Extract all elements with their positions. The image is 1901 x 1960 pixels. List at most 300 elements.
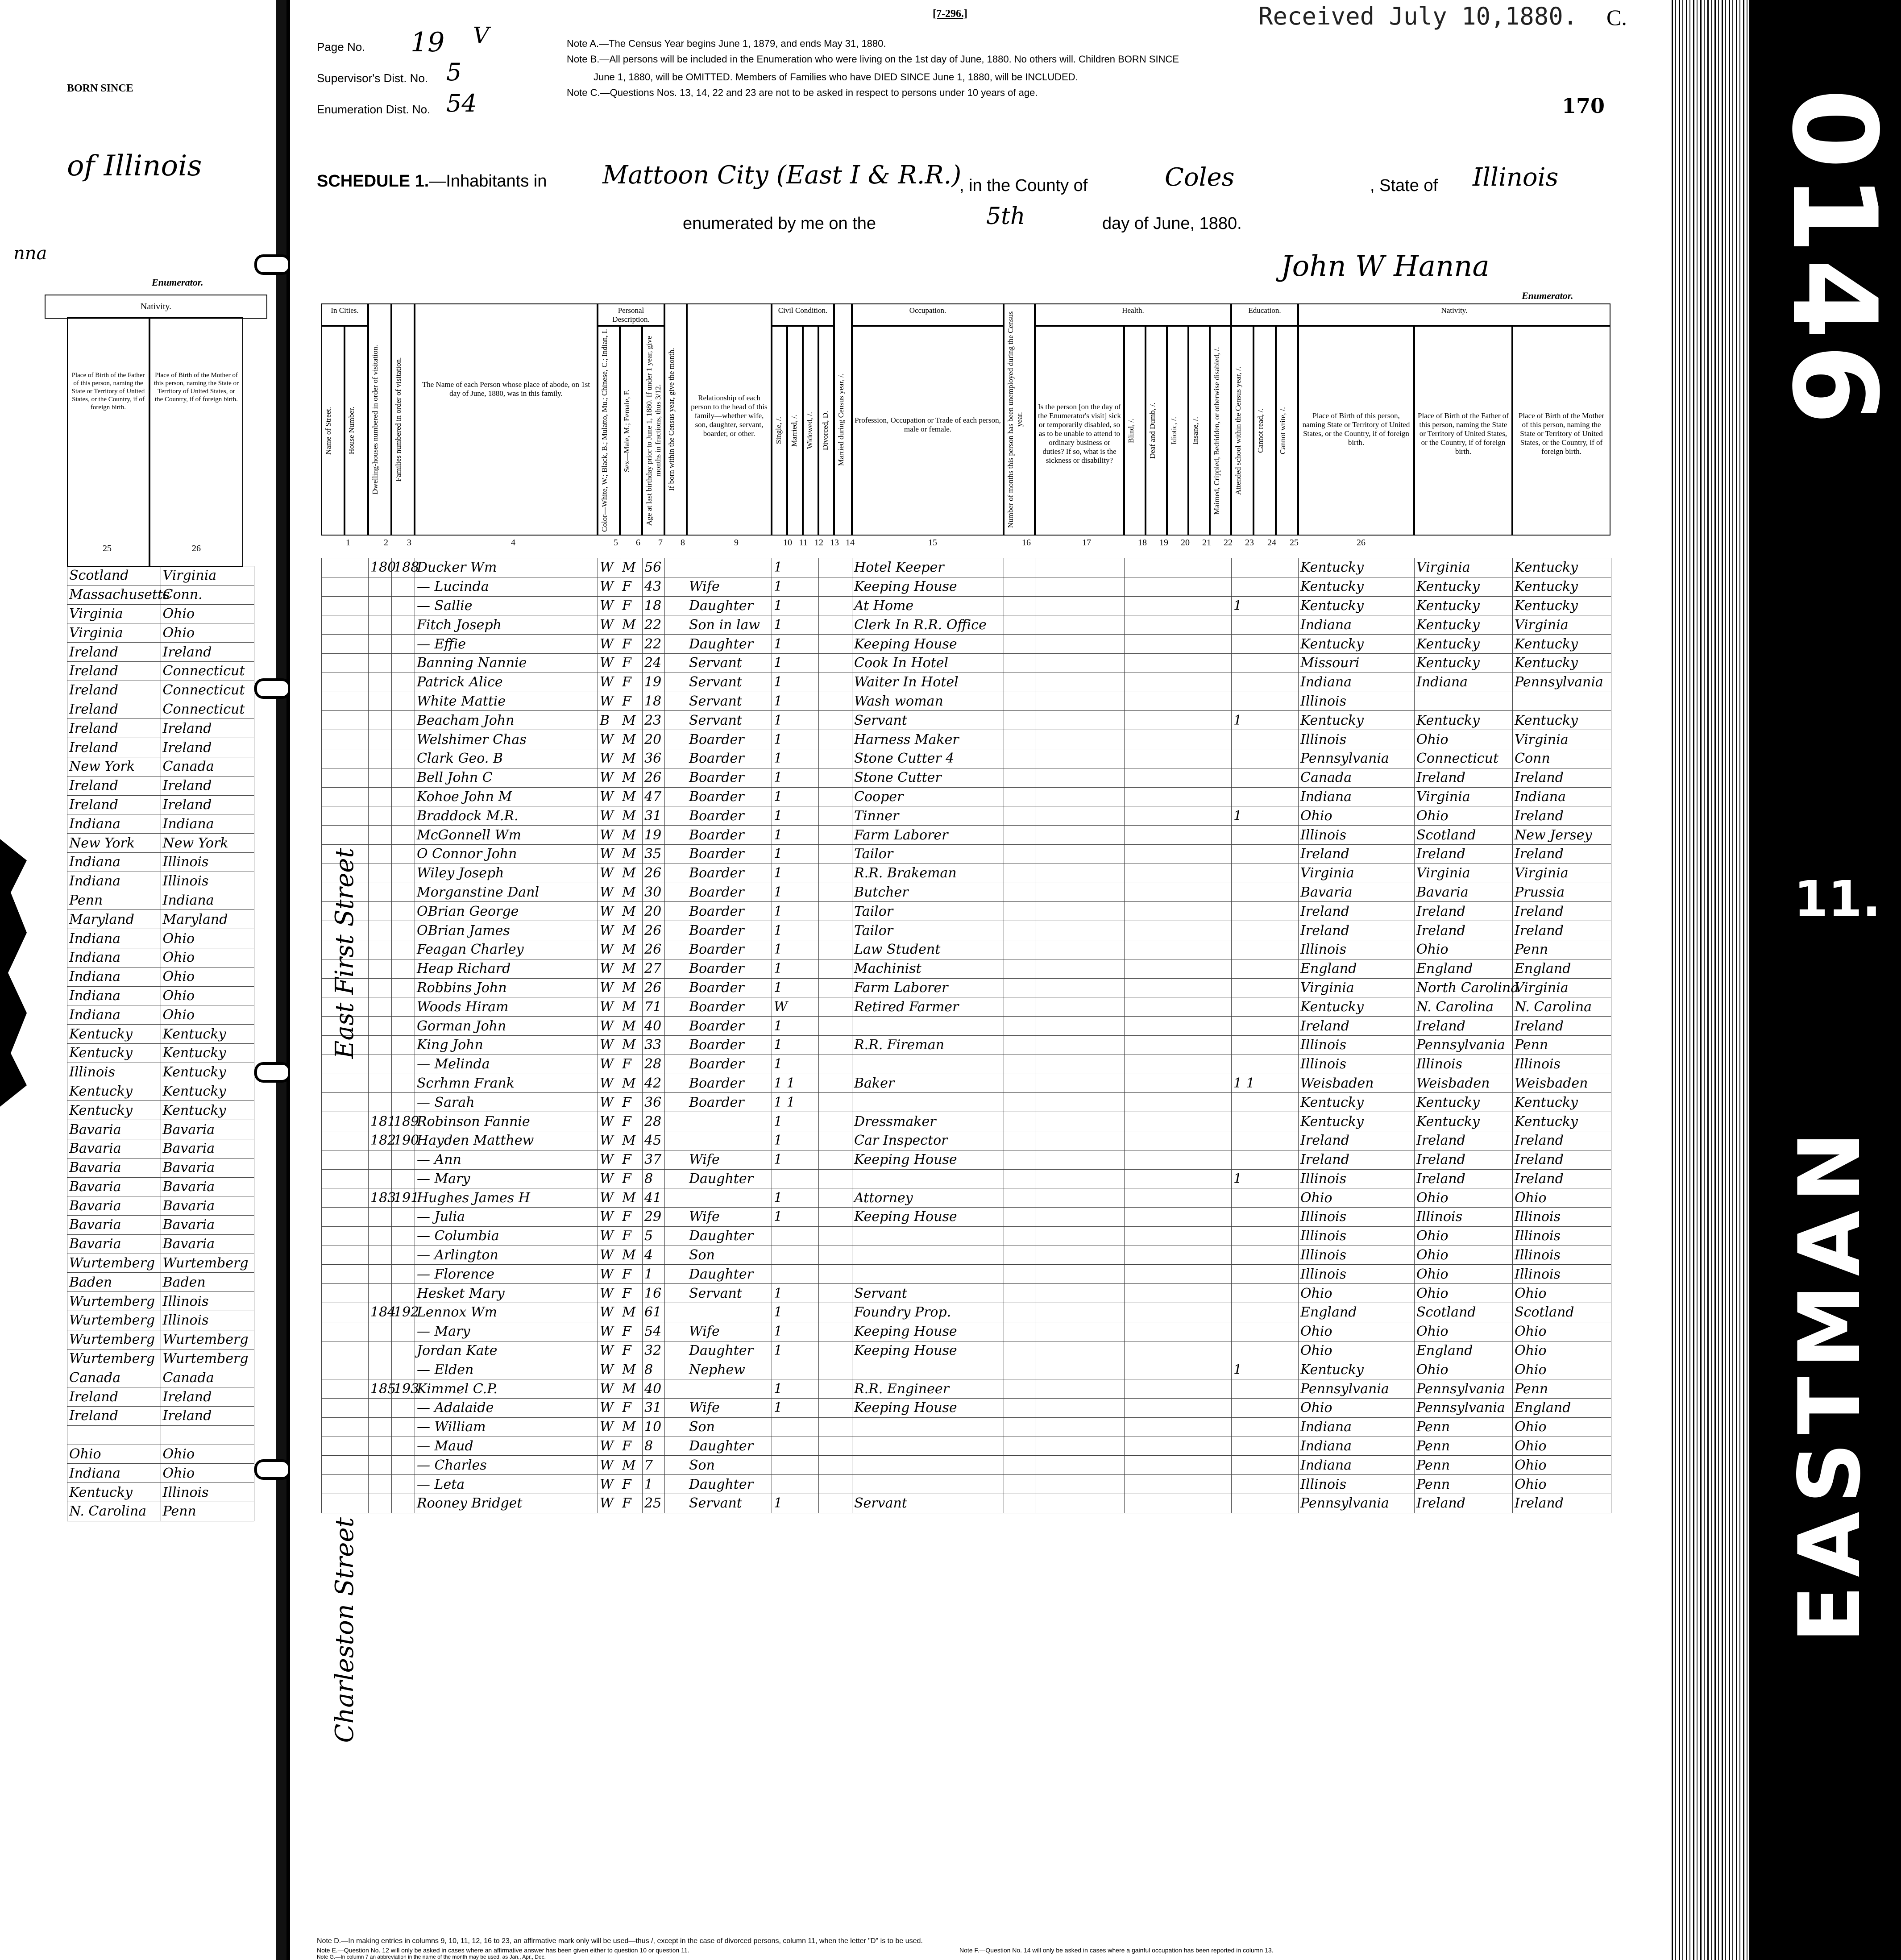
color: W	[598, 1341, 620, 1360]
left-mother-birthplace: Wurtemberg	[161, 1349, 254, 1368]
married-census-year	[819, 1322, 852, 1341]
left-father-birthplace: Ireland	[67, 738, 161, 757]
column-number: 24	[1267, 538, 1276, 548]
left-mother-birthplace: Bavaria	[161, 1139, 254, 1158]
age: 20	[643, 730, 665, 749]
father-birthplace: Kentucky	[1415, 596, 1513, 615]
sex: F	[620, 1169, 643, 1188]
left-nativity-header: Nativity.	[45, 295, 267, 319]
color: W	[598, 653, 620, 673]
occupation: Servant	[852, 711, 1004, 730]
sickness	[1035, 902, 1125, 921]
street-cell	[322, 673, 369, 692]
left-mother-birthplace: Kentucky	[161, 1043, 254, 1063]
birthplace: Indiana	[1299, 1437, 1415, 1456]
birth-month	[665, 1150, 687, 1169]
family-number	[392, 921, 415, 940]
person-name: Feagan Charley	[415, 940, 598, 959]
relationship: Servant	[687, 711, 772, 730]
married-census-year	[819, 1074, 852, 1093]
married-census-year	[819, 615, 852, 635]
street-cell	[322, 1112, 369, 1131]
family-number	[392, 1093, 415, 1112]
person-name: OBrian James	[415, 921, 598, 940]
person-name: OBrian George	[415, 902, 598, 921]
disability-marks	[1125, 921, 1232, 940]
color: W	[598, 615, 620, 635]
form-code: [7-296.]	[933, 8, 967, 20]
relationship: Boarder	[687, 1074, 772, 1093]
sickness	[1035, 826, 1125, 845]
disability-marks	[1125, 1246, 1232, 1265]
birth-month	[665, 1188, 687, 1208]
birthplace: Ohio	[1299, 1188, 1415, 1208]
disability-marks	[1125, 1017, 1232, 1036]
disability-marks	[1125, 806, 1232, 826]
relationship: Wife	[687, 577, 772, 596]
relationship: Boarder	[687, 768, 772, 787]
table-row	[322, 1035, 1611, 1055]
left-mother-birthplace: Ireland	[161, 738, 254, 757]
age: 41	[643, 1188, 665, 1208]
left-row	[67, 1063, 254, 1082]
mother-birthplace-header: Place of Birth of the Mother of this person, naming the State or Territory of United States, or the Country, if of foreign birth.	[1512, 326, 1610, 536]
street-cell	[322, 1379, 369, 1399]
sex: M	[620, 864, 643, 883]
person-name: Heap Richard	[415, 959, 598, 978]
left-father-birthplace: Ireland	[67, 776, 161, 795]
months-unemployed	[1004, 1379, 1035, 1399]
disability-marks	[1125, 883, 1232, 902]
occupation	[852, 1055, 1004, 1074]
occupation	[852, 1456, 1004, 1475]
education-marks	[1232, 635, 1299, 654]
column-number: 13	[830, 538, 839, 548]
birthplace: Ireland	[1299, 1150, 1415, 1169]
dwelling-number: 185	[369, 1379, 392, 1399]
dwelling-number	[369, 1341, 392, 1360]
birthplace: Indiana	[1299, 1456, 1415, 1475]
column-number: 10	[783, 538, 792, 548]
civil-condition	[772, 1169, 819, 1188]
street-cell	[322, 1494, 369, 1513]
education-marks	[1232, 1379, 1299, 1399]
mother-birthplace: Kentucky	[1513, 577, 1611, 596]
occupation: Keeping House	[852, 1322, 1004, 1341]
left-row	[67, 585, 254, 604]
street-cell	[322, 1188, 369, 1208]
relationship: Boarder	[687, 1017, 772, 1036]
married-census-year	[819, 1208, 852, 1227]
left-father-birthplace: New York	[67, 834, 161, 853]
left-father-birthplace: Virginia	[67, 623, 161, 643]
age: 31	[643, 1399, 665, 1418]
sickness	[1035, 558, 1125, 577]
married-census-year	[819, 768, 852, 787]
dwelling-number	[369, 673, 392, 692]
birth-month	[665, 673, 687, 692]
left-row	[67, 1445, 254, 1464]
color: B	[598, 711, 620, 730]
dwelling-number	[369, 921, 392, 940]
table-row	[322, 1417, 1611, 1437]
relationship	[687, 1379, 772, 1399]
person-name: Bell John C	[415, 768, 598, 787]
family-number: 191	[392, 1188, 415, 1208]
civil-condition: 1	[772, 673, 819, 692]
left-row	[67, 1483, 254, 1502]
birthplace: Indiana	[1299, 673, 1415, 692]
table-row	[322, 826, 1611, 845]
family-number	[392, 653, 415, 673]
attended-school-header: Attended school within the Census year, /.	[1231, 326, 1253, 536]
married-header: Married, /.	[787, 326, 803, 536]
left-row	[67, 1025, 254, 1044]
person-name: — Florence	[415, 1265, 598, 1284]
dwelling-number	[369, 1284, 392, 1303]
mother-birthplace: Virginia	[1513, 978, 1611, 997]
left-mother-birthplace: Connecticut	[161, 700, 254, 719]
person-name: Banning Nannie	[415, 653, 598, 673]
street-cell	[322, 1456, 369, 1475]
birth-month	[665, 1246, 687, 1265]
occupation: Cook In Hotel	[852, 653, 1004, 673]
color: W	[598, 826, 620, 845]
married-census-year	[819, 749, 852, 768]
person-name: O Connor John	[415, 844, 598, 864]
father-birthplace: Ohio	[1415, 940, 1513, 959]
age: 29	[643, 1208, 665, 1227]
civil-condition: 1	[772, 1150, 819, 1169]
age: 42	[643, 1074, 665, 1093]
civil-condition: 1	[772, 596, 819, 615]
left-father-birthplace: Ireland	[67, 1387, 161, 1407]
birth-month	[665, 1437, 687, 1456]
education-marks	[1232, 1417, 1299, 1437]
family-number	[392, 730, 415, 749]
disability-marks	[1125, 1341, 1232, 1360]
dwelling-header: Dwelling-houses numbered in order of visitation.	[368, 303, 391, 536]
age: 8	[643, 1169, 665, 1188]
birthplace-header: Place of Birth of this person, naming State or Territory of United States, or the Country, if of foreign birth.	[1298, 326, 1414, 536]
age: 5	[643, 1226, 665, 1246]
mother-birthplace: Ireland	[1513, 1494, 1611, 1513]
months-unemployed	[1004, 1265, 1035, 1284]
street-cell	[322, 711, 369, 730]
table-row	[322, 787, 1611, 806]
family-number	[392, 1246, 415, 1265]
married-census-year	[819, 1437, 852, 1456]
age: 4	[643, 1246, 665, 1265]
father-birthplace: Pennsylvania	[1415, 1035, 1513, 1055]
note-e: Note E.—Question No. 12 will only be asked in cases where an affirmative answer has been given either to question 10 or question 11.	[317, 1947, 689, 1954]
relationship: Nephew	[687, 1360, 772, 1379]
left-mother-birthplace: Bavaria	[161, 1234, 254, 1254]
family-number: 193	[392, 1379, 415, 1399]
left-father-birthplace: Virginia	[67, 604, 161, 623]
occupation: Baker	[852, 1074, 1004, 1093]
mother-birthplace: Illinois	[1513, 1055, 1611, 1074]
relationship	[687, 558, 772, 577]
relationship: Boarder	[687, 940, 772, 959]
street-cell	[322, 1475, 369, 1494]
age: 24	[643, 653, 665, 673]
binding-gutter	[276, 0, 286, 1960]
divorced-header: Divorced, D.	[818, 326, 834, 536]
father-birthplace: Ireland	[1415, 844, 1513, 864]
left-row	[67, 834, 254, 853]
birthplace: England	[1299, 1303, 1415, 1322]
left-father-birthplace: Indiana	[67, 929, 161, 948]
married-census-year	[819, 1017, 852, 1036]
mother-birthplace: Ireland	[1513, 844, 1611, 864]
education-marks	[1232, 749, 1299, 768]
place-name: Mattoon City (East I & R.R.)	[602, 161, 962, 190]
family-number	[392, 577, 415, 596]
mother-birthplace: Ireland	[1513, 806, 1611, 826]
birthplace: Ohio	[1299, 1341, 1415, 1360]
dwelling-number	[369, 1265, 392, 1284]
sickness	[1035, 864, 1125, 883]
relationship: Wife	[687, 1208, 772, 1227]
occupation	[852, 1226, 1004, 1246]
relationship: Boarder	[687, 959, 772, 978]
person-name: Beacham John	[415, 711, 598, 730]
sickness	[1035, 940, 1125, 959]
months-unemployed	[1004, 806, 1035, 826]
table-row	[322, 1131, 1611, 1150]
nativity-group-header: Nativity.	[1298, 303, 1610, 326]
color: W	[598, 1437, 620, 1456]
street-cell	[322, 826, 369, 845]
column-number: 2	[384, 538, 388, 548]
sex: M	[620, 1074, 643, 1093]
mother-birthplace: Kentucky	[1513, 1093, 1611, 1112]
column-number: 3	[407, 538, 411, 548]
color: W	[598, 1265, 620, 1284]
state-label: , State of	[1370, 176, 1438, 195]
table-row	[322, 921, 1611, 940]
deaf-dumb-header: Deaf and Dumb, /.	[1146, 326, 1167, 536]
father-birthplace: Pennsylvania	[1415, 1399, 1513, 1418]
civil-condition: 1	[772, 768, 819, 787]
left-father-birthplace: Bavaria	[67, 1139, 161, 1158]
disability-marks	[1125, 1399, 1232, 1418]
page-check-mark: V	[473, 22, 490, 48]
education-marks	[1232, 1494, 1299, 1513]
dwelling-number	[369, 577, 392, 596]
state-name: Illinois	[1473, 163, 1559, 192]
education-marks	[1232, 1226, 1299, 1246]
sex: F	[620, 1341, 643, 1360]
birth-month	[665, 1379, 687, 1399]
dwelling-number	[369, 1417, 392, 1437]
education-marks	[1232, 883, 1299, 902]
age: 1	[643, 1265, 665, 1284]
age: 28	[643, 1055, 665, 1074]
table-row	[322, 997, 1611, 1017]
education-marks	[1232, 1322, 1299, 1341]
father-birthplace: Virginia	[1415, 864, 1513, 883]
left-mother-birthplace: Ireland	[161, 643, 254, 662]
education-marks	[1232, 1035, 1299, 1055]
left-father-birthplace: Penn	[67, 891, 161, 910]
street-cell	[322, 1131, 369, 1150]
birth-month	[665, 940, 687, 959]
months-unemployed	[1004, 1322, 1035, 1341]
civil-condition: 1 1	[772, 1093, 819, 1112]
color: W	[598, 883, 620, 902]
civil-condition	[772, 1417, 819, 1437]
column-number: 21	[1202, 538, 1211, 548]
dwelling-number	[369, 615, 392, 635]
color-header: Color—White, W.; Black, B.; Mulatto, Mu.; Chinese, C.; Indian, I.	[598, 326, 620, 536]
mother-birthplace: Ireland	[1513, 768, 1611, 787]
father-birthplace: Kentucky	[1415, 577, 1513, 596]
street-cell	[322, 1303, 369, 1322]
birth-month	[665, 1112, 687, 1131]
color: W	[598, 635, 620, 654]
left-father-birthplace: N. Carolina	[67, 1502, 161, 1521]
birthplace: Illinois	[1299, 730, 1415, 749]
person-name: — Ann	[415, 1150, 598, 1169]
married-census-year	[819, 711, 852, 730]
sickness	[1035, 1360, 1125, 1379]
left-row	[67, 929, 254, 948]
person-name: — Julia	[415, 1208, 598, 1227]
months-unemployed	[1004, 826, 1035, 845]
birthplace: Pennsylvania	[1299, 749, 1415, 768]
civil-condition: 1 1	[772, 1074, 819, 1093]
disability-marks	[1125, 1303, 1232, 1322]
relationship: Boarder	[687, 1035, 772, 1055]
table-row	[322, 1246, 1611, 1265]
color: W	[598, 806, 620, 826]
disability-marks	[1125, 787, 1232, 806]
left-father-birthplace: Bavaria	[67, 1216, 161, 1235]
left-nativity-table	[67, 566, 254, 1521]
education-marks	[1232, 692, 1299, 711]
disability-marks	[1125, 635, 1232, 654]
table-row	[322, 1322, 1611, 1341]
disability-marks	[1125, 730, 1232, 749]
column-number: 25	[1290, 538, 1299, 548]
occupation: Wash woman	[852, 692, 1004, 711]
mother-birthplace: Ireland	[1513, 1169, 1611, 1188]
left-father-birthplace: Bavaria	[67, 1196, 161, 1216]
months-unemployed	[1004, 1208, 1035, 1227]
person-name: Robbins John	[415, 978, 598, 997]
birth-month	[665, 1208, 687, 1227]
left-row	[67, 1254, 254, 1273]
family-number	[392, 940, 415, 959]
sickness	[1035, 1017, 1125, 1036]
disability-marks	[1125, 1188, 1232, 1208]
left-mother-birthplace: Ireland	[161, 1387, 254, 1407]
civil-condition: 1	[772, 1322, 819, 1341]
street-cell	[322, 1246, 369, 1265]
disability-marks	[1125, 1035, 1232, 1055]
left-row	[67, 1292, 254, 1311]
father-birthplace: Kentucky	[1415, 1112, 1513, 1131]
table-row	[322, 673, 1611, 692]
person-name: — Sallie	[415, 596, 598, 615]
left-father-birthplace: Indiana	[67, 872, 161, 891]
relationship: Daughter	[687, 635, 772, 654]
family-number	[392, 635, 415, 654]
disability-marks	[1125, 1437, 1232, 1456]
birth-month	[665, 864, 687, 883]
dwelling-number	[369, 1226, 392, 1246]
color: W	[598, 1475, 620, 1494]
mother-birthplace: Kentucky	[1513, 711, 1611, 730]
education-marks	[1232, 844, 1299, 864]
dwelling-number	[369, 1093, 392, 1112]
civil-condition: 1	[772, 787, 819, 806]
civil-condition: 1	[772, 864, 819, 883]
dwelling-number	[369, 806, 392, 826]
birthplace: Ireland	[1299, 1017, 1415, 1036]
sex: F	[620, 1055, 643, 1074]
left-father-birthplace: Ireland	[67, 719, 161, 738]
occupation	[852, 1093, 1004, 1112]
person-name: — Lucinda	[415, 577, 598, 596]
birth-month	[665, 577, 687, 596]
married-census-year	[819, 1188, 852, 1208]
table-row	[322, 768, 1611, 787]
father-birthplace: Ireland	[1415, 921, 1513, 940]
dwelling-number	[369, 711, 392, 730]
birth-month-header: If born within the Census year, give the month.	[664, 303, 687, 536]
left-mother-birthplace: Illinois	[161, 1311, 254, 1330]
married-census-year	[819, 940, 852, 959]
birthplace: Indiana	[1299, 615, 1415, 635]
family-number	[392, 1284, 415, 1303]
color: W	[598, 730, 620, 749]
table-row	[322, 1284, 1611, 1303]
left-mother-birthplace: Canada	[161, 1368, 254, 1387]
street-label-east-first: East First Street	[330, 848, 359, 1059]
birthplace: Ohio	[1299, 1399, 1415, 1418]
relationship: Son	[687, 1417, 772, 1437]
street-cell	[322, 558, 369, 577]
table-row	[322, 653, 1611, 673]
age: 31	[643, 806, 665, 826]
street-cell	[322, 635, 369, 654]
father-birthplace: Indiana	[1415, 673, 1513, 692]
months-unemployed	[1004, 558, 1035, 577]
age: 45	[643, 1131, 665, 1150]
disability-marks	[1125, 978, 1232, 997]
sickness	[1035, 1226, 1125, 1246]
table-row	[322, 1360, 1611, 1379]
left-mother-birthplace: Canada	[161, 757, 254, 776]
person-name: — Effie	[415, 635, 598, 654]
education-marks	[1232, 1208, 1299, 1227]
enumerator-signature: John W Hanna	[1281, 250, 1490, 283]
disability-marks	[1125, 1379, 1232, 1399]
street-cell	[322, 1360, 369, 1379]
married-census-year	[819, 1112, 852, 1131]
color: W	[598, 1494, 620, 1513]
months-unemployed	[1004, 883, 1035, 902]
street-label-charleston: Charleston Street	[330, 1517, 359, 1743]
sickness	[1035, 1035, 1125, 1055]
left-row	[67, 719, 254, 738]
dwelling-number	[369, 1017, 392, 1036]
sex: M	[620, 844, 643, 864]
family-number: 190	[392, 1131, 415, 1150]
